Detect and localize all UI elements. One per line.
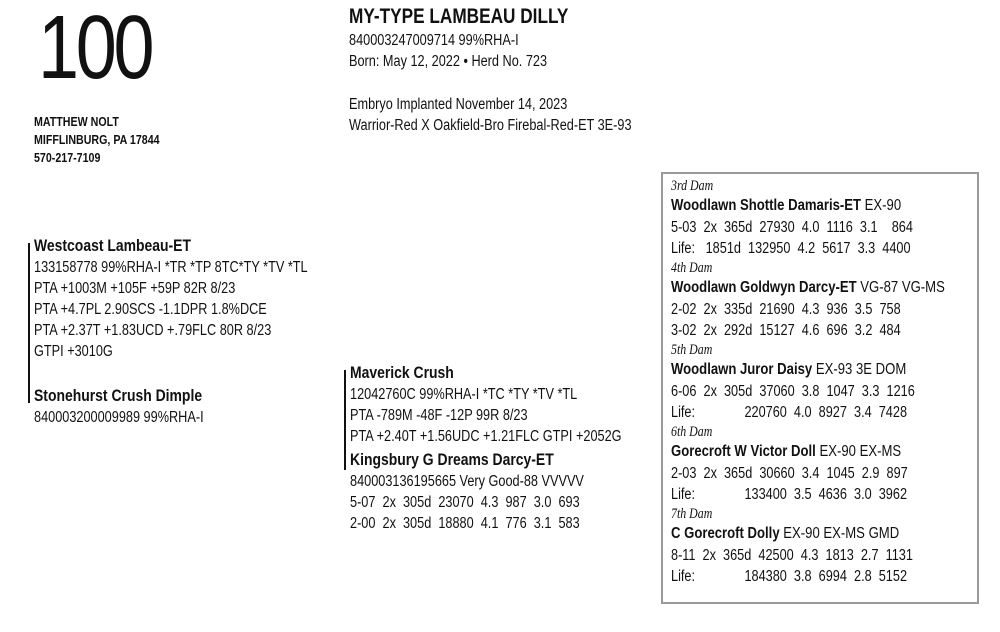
dam-label: 3rd Dam	[671, 178, 714, 194]
embryo-implanted: Embryo Implanted November 14, 2023	[349, 96, 568, 113]
embryo-mating: Warrior-Red X Oakfield-Bro Firebal-Red-ET 3E-93	[349, 117, 632, 134]
sire-line-4: PTA +2.37T +1.83UCD +.79FLC 80R 8/23	[34, 322, 272, 339]
embryo-info	[349, 94, 632, 136]
animal-name: MY-TYPE LAMBEAU DILLY	[349, 5, 569, 28]
dam-name: Stonehurst Crush Dimple	[34, 386, 203, 405]
consignor-name: MATTHEW NOLT	[34, 114, 119, 129]
lot-number: 100	[38, 0, 152, 98]
sire-line-3: PTA +4.7PL 2.90SCS -1.1DPR 1.8%DCE	[34, 301, 267, 318]
dam-entry-record: Life: 133400 3.5 4636 3.0 3962	[671, 486, 908, 503]
animal-header	[349, 4, 568, 72]
dam-entry-classification: EX-90 EX-MS	[819, 443, 902, 460]
granddam-record-2: 2-00 2x 305d 18880 4.1 776 3.1 583	[350, 515, 580, 532]
dam-entry-6	[671, 423, 945, 505]
dam-entry-record: Life: 1851d 132950 4.2 5617 3.3 4400	[671, 240, 911, 257]
sire-line-5: GTPI +3010G	[34, 343, 113, 360]
dam-entry-name: Gorecroft W Victor Doll	[671, 443, 816, 460]
granddam-name: Kingsbury G Dreams Darcy-ET	[350, 450, 554, 469]
sire-block	[34, 235, 308, 362]
dam-entry-3	[671, 177, 945, 259]
mgs-line-3: PTA +2.40T +1.56UDC +1.21FLC GTPI +2052G	[350, 428, 622, 445]
pedigree-bracket-sire-dam	[28, 243, 30, 403]
consignor-city: MIFFLINBURG, PA 17844	[34, 132, 160, 147]
dam-entry-record: 5-03 2x 365d 27930 4.0 1116 3.1 864	[671, 219, 913, 236]
granddam-record-1: 5-07 2x 305d 23070 4.3 987 3.0 693	[350, 494, 580, 511]
dam-entry-record: Life: 220760 4.0 8927 3.4 7428	[671, 404, 908, 421]
dam-label: 4th Dam	[671, 260, 713, 276]
consignor-info	[34, 113, 160, 167]
pedigree-bracket-mgs-granddam	[344, 370, 346, 470]
consignor-phone: 570-217-7109	[34, 150, 101, 165]
granddam-line-1: 840003136195665 Very Good-88 VVVVV	[350, 473, 584, 490]
dam-entry-name: Woodlawn Juror Daisy	[671, 361, 813, 378]
mgs-line-1: 12042760C 99%RHA-I *TC *TY *TV *TL	[350, 386, 578, 403]
dam-entry-record: 2-02 2x 335d 21690 4.3 936 3.5 758	[671, 301, 901, 318]
dam-entry-classification: EX-93 3E DOM	[815, 361, 907, 378]
dam-entry-5	[671, 341, 945, 423]
dam-entry-record: Life: 184380 3.8 6994 2.8 5152	[671, 568, 908, 585]
dam-entry-name: Woodlawn Shottle Damaris-ET	[671, 197, 862, 214]
dam-entry-name: Woodlawn Goldwyn Darcy-ET	[671, 279, 857, 296]
dam-label: 5th Dam	[671, 342, 713, 358]
dam-label: 6th Dam	[671, 424, 713, 440]
dam-entry-4	[671, 259, 945, 341]
sire-line-2: PTA +1003M +105F +59P 82R 8/23	[34, 280, 236, 297]
dam-entry-record: 2-03 2x 365d 30660 3.4 1045 2.9 897	[671, 465, 908, 482]
sire-name: Westcoast Lambeau-ET	[34, 236, 192, 255]
sire-line-1: 133158778 99%RHA-I *TR *TP 8TC*TY *TV *TL	[34, 259, 308, 276]
dam-block	[34, 385, 204, 428]
dam-entry-name: C Gorecroft Dolly	[671, 525, 780, 542]
animal-id: 840003247009714 99%RHA-I	[349, 32, 519, 49]
animal-born: Born: May 12, 2022 • Herd No. 723	[349, 53, 548, 70]
dam-entry-record: 8-11 2x 365d 42500 4.3 1813 2.7 1131	[671, 547, 913, 564]
mgs-line-2: PTA -789M -48F -12P 99R 8/23	[350, 407, 528, 424]
dam-line-1: 840003200009989 99%RHA-I	[34, 409, 204, 426]
dam-entry-classification: EX-90 EX-MS GMD	[783, 525, 900, 542]
dam-entry-classification: EX-90	[864, 197, 902, 214]
granddam-block	[350, 449, 584, 534]
dam-entry-classification: VG-87 VG-MS	[860, 279, 945, 296]
mgs-name: Maverick Crush	[350, 363, 454, 382]
dam-entry-record: 3-02 2x 292d 15127 4.6 696 3.2 484	[671, 322, 901, 339]
dams-list	[671, 177, 945, 587]
mgs-block	[350, 362, 622, 447]
dam-entry-7	[671, 505, 945, 587]
dam-entry-record: 6-06 2x 305d 37060 3.8 1047 3.3 1216	[671, 383, 915, 400]
dam-label: 7th Dam	[671, 506, 713, 522]
